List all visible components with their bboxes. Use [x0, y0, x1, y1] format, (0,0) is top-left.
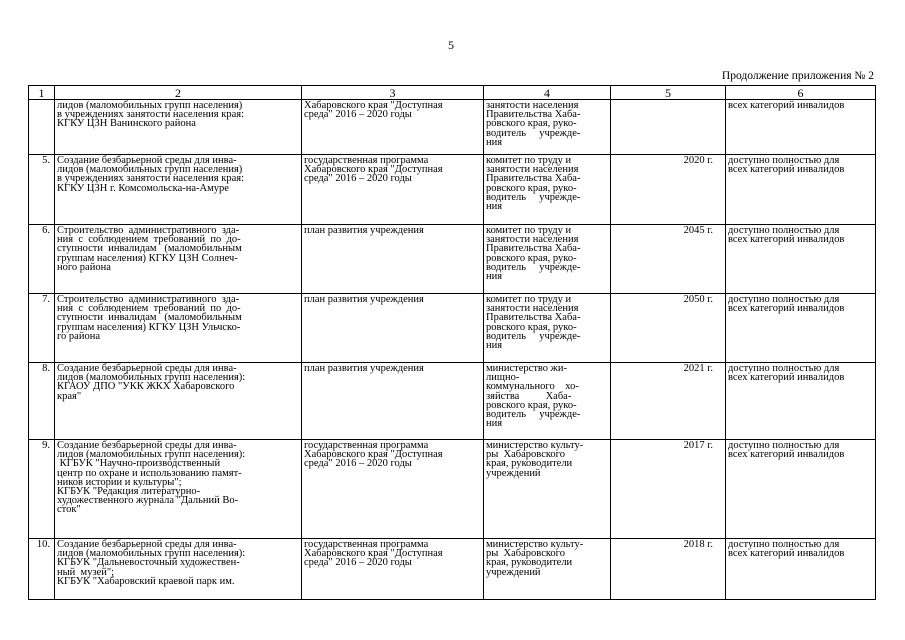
- result-cell: [726, 155, 876, 225]
- responsible-cell: [484, 155, 611, 225]
- basis-cell: [302, 363, 484, 440]
- responsible-cell: [484, 440, 611, 539]
- responsible-cell: [484, 539, 611, 600]
- cell-line: водитель учрежде-: [486, 127, 581, 139]
- result-cell: [726, 100, 876, 155]
- cell-line: КГБУК "Дальневосточный художествен-: [57, 557, 240, 569]
- cell-line: комитет по труду и: [486, 225, 572, 236]
- measure-cell: [55, 100, 302, 155]
- cell-line: ры Хабаровского: [486, 449, 565, 461]
- cell-line: лидов (маломобильных групп населения): [57, 100, 243, 111]
- cell-line: всех категорий инвалидов: [728, 449, 845, 461]
- measure-cell: [55, 225, 302, 294]
- cell-line: КГБУК "Хабаровский краевой парк им.: [57, 575, 235, 587]
- cell-line: Хабаровского края "Доступная: [304, 100, 443, 111]
- cell-line: художественного журнала "Дальний Во-: [57, 495, 239, 507]
- responsible-cell: [484, 363, 611, 440]
- cell-line: учреждений: [486, 566, 541, 578]
- cell-line: ния: [486, 340, 503, 352]
- year-cell: 2018 г.: [611, 539, 726, 600]
- cell-line: зяйства Хаба-: [486, 390, 572, 402]
- cell-line: КГБУК "Редакция литературно-: [57, 486, 201, 498]
- cell-line: занятости населения: [486, 100, 579, 111]
- cell-line: лидов (маломобильных групп населения):: [57, 449, 246, 461]
- cell-line: водитель учрежде-: [486, 261, 581, 273]
- cell-line: занятости населения: [486, 234, 579, 246]
- cell-line: план развития учреждения: [304, 225, 424, 236]
- cell-line: ровского края, руко-: [486, 399, 577, 411]
- year-cell: 2045 г.: [611, 225, 726, 294]
- header-col-1: 1: [29, 86, 55, 100]
- cell-line: занятости населения: [486, 164, 579, 176]
- year-cell: 2021 г.: [611, 363, 726, 440]
- cell-line: ровского края, руко-: [486, 321, 577, 333]
- cell-line: ния: [486, 201, 503, 213]
- appendix-table: [28, 85, 876, 600]
- year-cell: 2050 г.: [611, 294, 726, 363]
- page-number: 5: [448, 38, 454, 52]
- cell-line: водитель учрежде-: [486, 409, 581, 421]
- cell-line: Правительства Хаба-: [486, 243, 581, 255]
- result-cell: [726, 225, 876, 294]
- row-number-cell: 9.: [29, 440, 55, 539]
- cell-line: план развития учреждения: [304, 363, 424, 374]
- cell-line: ступности инвалидам (маломобильным: [57, 243, 242, 255]
- cell-line: среда" 2016 – 2020 годы: [304, 173, 412, 185]
- basis-cell: [302, 294, 484, 363]
- cell-line: края, руководители: [486, 557, 573, 569]
- cell-line: ры Хабаровского: [486, 548, 565, 560]
- result-cell: [726, 363, 876, 440]
- cell-line: Правительства Хаба-: [486, 173, 581, 185]
- cell-line: всех категорий инвалидов: [728, 100, 845, 111]
- cell-line: Правительства Хаба-: [486, 109, 581, 121]
- row-number-cell: 8.: [29, 363, 55, 440]
- measure-cell: [55, 155, 302, 225]
- cell-line: ровского края, руко-: [486, 182, 577, 194]
- cell-line: Хабаровского края "Доступная: [304, 449, 443, 461]
- cell-line: ния: [486, 271, 503, 283]
- cell-line: Строительство административного зда-: [57, 225, 240, 236]
- cell-line: Создание безбарьерной среды для инва-: [57, 155, 237, 166]
- table-row: [29, 155, 876, 225]
- header-col-6: 6: [726, 86, 876, 100]
- cell-line: ния с соблюдением требований по до-: [57, 234, 241, 246]
- cell-line: ников истории и культуры";: [57, 476, 182, 488]
- table-row: [29, 539, 876, 600]
- cell-line: водитель учрежде-: [486, 330, 581, 342]
- cell-line: всех категорий инвалидов: [728, 303, 845, 315]
- year-cell: 2020 г.: [611, 155, 726, 225]
- cell-line: всех категорий инвалидов: [728, 234, 845, 246]
- cell-line: доступно полностью для: [728, 225, 840, 236]
- cell-line: доступно полностью для: [728, 363, 840, 374]
- cell-line: государственная программа: [304, 440, 429, 451]
- cell-line: министерство культу-: [486, 539, 584, 550]
- header-col-2: 2: [55, 86, 302, 100]
- row-number-cell: [29, 100, 55, 155]
- cell-line: края": [57, 390, 82, 402]
- cell-line: план развития учреждения: [304, 294, 424, 305]
- cell-line: группам населения) КГКУ ЦЗН Ульчско-: [57, 321, 241, 333]
- cell-line: Строительство административного зда-: [57, 294, 240, 305]
- cell-line: коммунального хо-: [486, 381, 579, 393]
- basis-cell: [302, 225, 484, 294]
- responsible-cell: [484, 225, 611, 294]
- continuation-label: Продолжение приложения № 2: [721, 70, 874, 82]
- measure-cell: [55, 539, 302, 600]
- result-cell: [726, 294, 876, 363]
- cell-line: доступно полностью для: [728, 294, 840, 305]
- year-cell: [611, 100, 726, 155]
- cell-line: Хабаровского края "Доступная: [304, 548, 443, 560]
- cell-line: среда" 2016 – 2020 годы: [304, 458, 412, 470]
- cell-line: края, руководители: [486, 458, 573, 470]
- cell-line: Создание безбарьерной среды для инва-: [57, 539, 237, 550]
- cell-line: Создание безбарьерной среды для инва-: [57, 363, 237, 374]
- cell-line: Правительства Хаба-: [486, 312, 581, 324]
- measure-cell: [55, 440, 302, 539]
- cell-line: Хабаровского края "Доступная: [304, 164, 443, 176]
- basis-cell: [302, 100, 484, 155]
- header-row: [29, 86, 876, 100]
- cell-line: ровского края, руко-: [486, 118, 577, 130]
- header-col-4: 4: [484, 86, 611, 100]
- responsible-cell: [484, 100, 611, 155]
- measure-cell: [55, 363, 302, 440]
- cell-line: среда" 2016 – 2020 годы: [304, 557, 412, 569]
- cell-line: КГКУ ЦЗН Ванинского района: [57, 118, 196, 130]
- cell-line: занятости населения: [486, 303, 579, 315]
- cell-line: КГБУК "Научно-производственный: [57, 458, 221, 470]
- cell-line: ния с соблюдением требований по до-: [57, 303, 241, 315]
- cell-line: го района: [57, 330, 100, 342]
- basis-cell: [302, 539, 484, 600]
- cell-line: комитет по труду и: [486, 155, 572, 166]
- header-col-5: 5: [611, 86, 726, 100]
- result-cell: [726, 539, 876, 600]
- measure-cell: [55, 294, 302, 363]
- table-row: [29, 440, 876, 539]
- cell-line: комитет по труду и: [486, 294, 572, 305]
- cell-line: ровского края, руко-: [486, 252, 577, 264]
- cell-line: в учреждениях занятости населения края:: [57, 173, 245, 185]
- cell-line: лидов (маломобильных групп населения):: [57, 372, 246, 384]
- cell-line: ного района: [57, 261, 111, 273]
- cell-line: министерство культу-: [486, 440, 584, 451]
- table-row: [29, 100, 876, 155]
- row-number-cell: 6.: [29, 225, 55, 294]
- cell-line: ния: [486, 418, 503, 430]
- cell-line: всех категорий инвалидов: [728, 164, 845, 176]
- cell-line: государственная программа: [304, 155, 429, 166]
- basis-cell: [302, 155, 484, 225]
- cell-line: государственная программа: [304, 539, 429, 550]
- cell-line: министерство жи-: [486, 363, 568, 374]
- cell-line: ный музей";: [57, 566, 115, 578]
- cell-line: группам населения) КГКУ ЦЗН Солнеч-: [57, 252, 238, 264]
- cell-line: ступности инвалидам (маломобильным: [57, 312, 242, 324]
- cell-line: Создание безбарьерной среды для инва-: [57, 440, 237, 451]
- cell-line: ния: [486, 136, 503, 148]
- cell-line: водитель учрежде-: [486, 191, 581, 203]
- cell-line: сток": [57, 504, 81, 516]
- cell-line: всех категорий инвалидов: [728, 548, 845, 560]
- table-row: [29, 294, 876, 363]
- cell-line: доступно полностью для: [728, 539, 840, 550]
- row-number-cell: 5.: [29, 155, 55, 225]
- cell-line: всех категорий инвалидов: [728, 372, 845, 384]
- table-row: [29, 225, 876, 294]
- cell-line: среда" 2016 – 2020 годы: [304, 109, 412, 121]
- header-col-3: 3: [302, 86, 484, 100]
- cell-line: центр по охране и использованию памят-: [57, 467, 242, 479]
- cell-line: КГАОУ ДПО "УКК ЖКХ Хабаровского: [57, 381, 235, 393]
- cell-line: учреждений: [486, 467, 541, 479]
- cell-line: в учреждениях занятости населения края:: [57, 109, 245, 121]
- cell-line: лищно-: [486, 372, 520, 384]
- table-row: [29, 363, 876, 440]
- cell-line: доступно полностью для: [728, 155, 840, 166]
- result-cell: [726, 440, 876, 539]
- cell-line: доступно полностью для: [728, 440, 840, 451]
- responsible-cell: [484, 294, 611, 363]
- cell-line: лидов (маломобильных групп населения):: [57, 548, 246, 560]
- basis-cell: [302, 440, 484, 539]
- row-number-cell: 7.: [29, 294, 55, 363]
- cell-line: лидов (маломобильных групп населения): [57, 164, 243, 176]
- row-number-cell: 10.: [29, 539, 55, 600]
- cell-line: КГКУ ЦЗН г. Комсомольска-на-Амуре: [57, 182, 229, 194]
- year-cell: 2017 г.: [611, 440, 726, 539]
